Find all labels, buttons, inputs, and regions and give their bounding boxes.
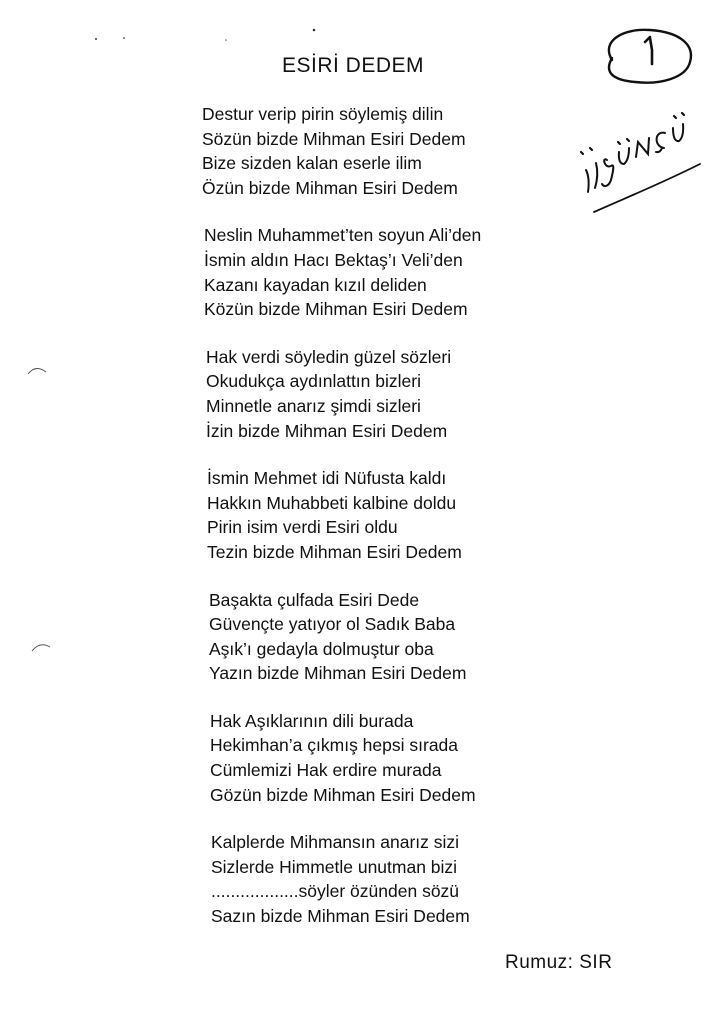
poem-line: Hak Aşıklarının dili burada (210, 710, 414, 731)
poem-line: ..................söyler özünden sözü (211, 881, 460, 902)
scan-artifacts (28, 29, 315, 651)
poem-line: Güvençte yatıyor ol Sadık Baba (209, 614, 456, 635)
poem-line: Destur verip pirin söylemiş dilin (202, 104, 444, 124)
poem-line: Minnetle anarız şimdi sizleri (206, 395, 421, 416)
poem-line: Hakkın Muhabbeti kalbine doldu (207, 492, 457, 513)
poem-line: Közün bizde Mihman Esiri Dedem (204, 299, 468, 320)
poem-line: Cümlemizi Hak erdire murada (210, 760, 442, 781)
poem-line: Pirin isim verdi Esiri oldu (207, 517, 398, 538)
poem-line: Hekimhan’a çıkmış hepsi sırada (210, 735, 459, 756)
poem-line: İzin bizde Mihman Esiri Dedem (206, 420, 448, 441)
poem-line: Neslin Muhammet’ten soyun Ali’den (204, 225, 482, 246)
poem-line: Sözün bizde Mihman Esiri Dedem (202, 128, 466, 149)
poem-line: Okudukça aydınlattın bizleri (206, 371, 421, 392)
poem-line: Hak verdi söyledin güzel sözleri (206, 346, 452, 367)
poem-title: ESİRİ DEDEM (282, 54, 425, 77)
poem-line: İsmin Mehmet idi Nüfusta kaldı (207, 468, 447, 489)
pseudonym-label: Rumuz: SIR (505, 952, 613, 973)
circled-page-number-mark (609, 30, 691, 83)
poem-line: Gözün bizde Mihman Esiri Dedem (210, 784, 476, 805)
poem-line: İsmin aldın Hacı Bektaş’ı Veli’den (204, 249, 463, 270)
poem-line: Kazanı kayadan kızıl deliden (204, 274, 427, 295)
poem-line: Sazın bizde Mihman Esiri Dedem (211, 906, 470, 927)
handwritten-note-mark (581, 113, 700, 212)
poem-line: Aşık’ı gedayla dolmuştur oba (209, 638, 434, 659)
poem-line: Yazın bizde Mihman Esiri Dedem (209, 663, 467, 684)
poem-line: Kalplerde Mihmansın anarız sizi (211, 832, 460, 853)
poem-line: Bize sizden kalan eserle ilim (202, 153, 422, 174)
poem-line: Sizlerde Himmetle unutman bizi (211, 856, 458, 877)
poem-line: Özün bizde Mihman Esiri Dedem (202, 177, 458, 198)
poem-line: Tezin bizde Mihman Esiri Dedem (207, 541, 462, 562)
poem-line: Başakta çulfada Esiri Dede (209, 589, 420, 610)
